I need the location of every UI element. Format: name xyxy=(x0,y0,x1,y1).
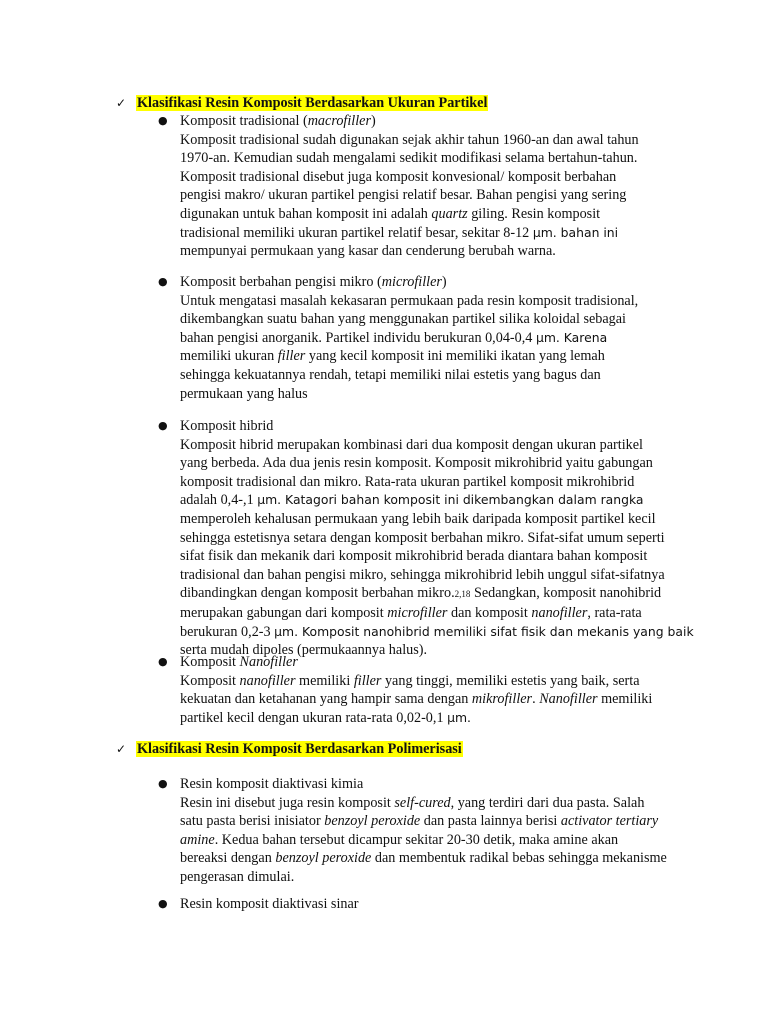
list-item-chemically-activated xyxy=(158,775,698,887)
paragraph-line: Komposit tradisional disebut juga komposit konvesional/ komposit berbahan xyxy=(180,168,617,185)
paragraph-line: serta mudah dipoles (permukaannya halus). xyxy=(180,642,428,659)
paragraph-line: komposit tradisional dan mikro. Rata-rata ukuran partikel komposit mikrohibrid xyxy=(180,473,635,490)
bullet-icon: ● xyxy=(158,114,168,127)
list-item-microfiller-composite xyxy=(158,273,698,403)
paragraph-line: pengisi makro/ ukuran partikel pengisi relatif besar. Bahan pengisi yang sering xyxy=(180,187,627,204)
item-title: Resin komposit diaktivasi kimia xyxy=(180,776,364,792)
paragraph-line: satu pasta berisi inisiator benzoyl peroxide dan pasta lainnya berisi activator tertiary xyxy=(180,813,659,830)
item-title: Resin komposit diaktivasi sinar xyxy=(180,896,359,912)
highlighted-heading: Klasifikasi Resin Komposit Berdasarkan Ukuran Partikel xyxy=(137,95,488,111)
paragraph-line: digunakan untuk bahan komposit ini adalah quartz giling. Resin komposit xyxy=(180,205,601,222)
bullet-icon: ● xyxy=(158,897,168,910)
highlighted-heading: Klasifikasi Resin Komposit Berdasarkan Polimerisasi xyxy=(137,741,462,757)
paragraph-line: tradisional dan bahan pengisi mikro, sehingga mikrohibrid lebih unggul sifat-sifatnya xyxy=(180,566,665,583)
item-title: Komposit tradisional (macrofiller) xyxy=(180,113,376,129)
bullet-icon: ● xyxy=(158,777,168,790)
section-heading-particle-size xyxy=(116,94,488,113)
paragraph-line: partikel kecil dengan ukuran rata-rata 0,02-0,1 µm. xyxy=(180,709,471,726)
paragraph-line: amine. Kedua bahan tersebut dicampur sekitar 20-30 detik, maka amine akan xyxy=(180,831,619,848)
paragraph-line: 1970-an. Kemudian sudah mengalami sedikit modifikasi selama bertahun-tahun. xyxy=(180,150,638,167)
item-title: Komposit Nanofiller xyxy=(180,654,298,670)
paragraph-line: yang berbeda. Ada dua jenis resin komposit. Komposit mikrohibrid yaitu gabungan xyxy=(180,455,653,472)
checkmark-icon: ✓ xyxy=(116,96,127,110)
paragraph-line: merupakan gabungan dari komposit microfiller dan komposit nanofiller, rata-rata xyxy=(180,604,642,621)
paragraph-line: adalah 0,4-,1 µm. Katagori bahan komposit ini dikembangkan dalam rangka xyxy=(180,492,644,509)
paragraph-line: Komposit hibrid merupakan kombinasi dari dua komposit dengan ukuran partikel xyxy=(180,436,643,453)
paragraph-line: bereaksi dengan benzoyl peroxide dan membentuk radikal bebas sehingga mekanisme xyxy=(180,850,667,867)
paragraph-line: sehingga kekuatannya rendah, tetapi memiliki nilai estetis yang bagus dan xyxy=(180,366,601,383)
paragraph-line: mempunyai permukaan yang kasar dan cenderung berubah warna. xyxy=(180,243,556,260)
paragraph-line: bahan pengisi anorganik. Partikel individu berukuran 0,04-0,4 µm. Karena xyxy=(180,329,608,346)
paragraph-line: memperoleh kehalusan permukaan yang lebih baik daripada komposit partikel kecil xyxy=(180,510,656,527)
paragraph-line: memiliki ukuran filler yang kecil komposit ini memiliki ikatan yang lemah xyxy=(180,348,605,365)
paragraph-line: sehingga estetisnya setara dengan komposit berbahan mikro. Sifat-sifat umum seperti xyxy=(180,529,665,546)
bullet-icon: ● xyxy=(158,275,168,288)
checkmark-icon: ✓ xyxy=(116,742,127,756)
paragraph-line: berukuran 0,2-3 µm. Komposit nanohibrid memiliki sifat fisik dan mekanis yang baik xyxy=(180,623,694,640)
paragraph-line: Resin ini disebut juga resin komposit self-cured, yang terdiri dari dua pasta. Salah xyxy=(180,794,645,811)
bullet-icon: ● xyxy=(158,419,168,432)
paragraph-line: Komposit nanofiller memiliki filler yang tinggi, memiliki estetis yang baik, serta xyxy=(180,672,640,689)
item-title: Komposit berbahan pengisi mikro (microfiller) xyxy=(180,274,447,290)
section-heading-polymerization xyxy=(116,740,463,759)
list-item-hybrid-composite xyxy=(158,417,698,660)
paragraph-line: pengerasan dimulai. xyxy=(180,868,295,885)
paragraph-line: permukaan yang halus xyxy=(180,385,308,402)
list-item-nanofiller-composite xyxy=(158,653,698,727)
paragraph-line: tradisional memiliki ukuran partikel relatif besar, sekitar 8-12 µm. bahan ini xyxy=(180,224,619,241)
paragraph-line: sifat fisik dan mekanik dari komposit mikrohibrid berada diantara bahan komposit xyxy=(180,548,648,565)
paragraph-line: dikembangkan suatu bahan yang menggunakan partikel silika koloidal sebagai xyxy=(180,311,626,328)
paragraph-line: Komposit tradisional sudah digunakan sejak akhir tahun 1960-an dan awal tahun xyxy=(180,131,639,148)
paragraph-line: Untuk mengatasi masalah kekasaran permukaan pada resin komposit tradisional, xyxy=(180,292,639,309)
bullet-icon: ● xyxy=(158,655,168,668)
paragraph-line: dibandingkan dengan komposit berbahan mikro.2,18 Sedangkan, komposit nanohibrid xyxy=(180,585,662,602)
item-title: Komposit hibrid xyxy=(180,418,274,434)
paragraph-line: kekuatan dan ketahanan yang hampir sama dengan mikrofiller. Nanofiller memiliki xyxy=(180,691,653,708)
list-item-light-activated xyxy=(158,895,698,914)
list-item-traditional-composite xyxy=(158,112,698,261)
